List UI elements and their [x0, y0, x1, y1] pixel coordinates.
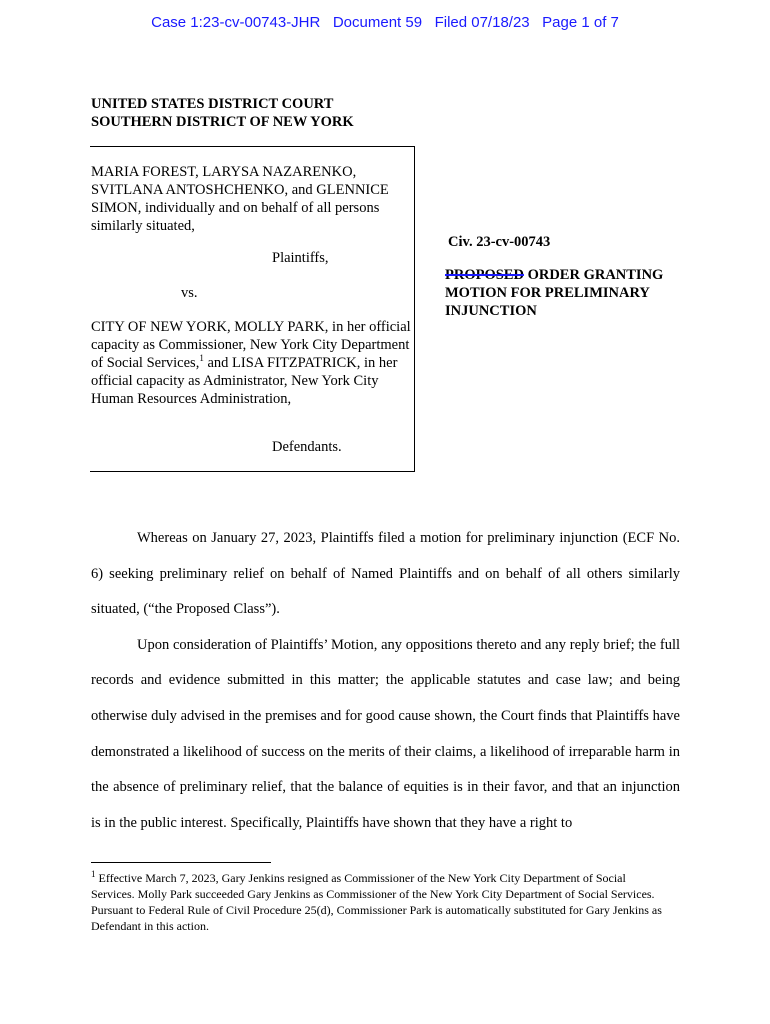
defendants-names-part1: CITY OF NEW YORK, MOLLY PARK, in her official capacity as Commissioner, New York City Department of Social Services, — [91, 319, 411, 371]
ecf-header-stamp: Case 1:23-cv-00743-JHR Document 59 Filed 07/18/23 Page 1 of 7 — [151, 14, 619, 31]
plaintiffs-names: MARIA FOREST, LARYSA NAZARENKO, SVITLANA ANTOSHCHENKO, and GLENNICE SIMON, individually and on behalf of all persons similarly situated, — [91, 164, 389, 234]
defendants-names — [91, 318, 411, 408]
court-name-line2: SOUTHERN DISTRICT OF NEW YORK — [91, 114, 354, 130]
body-paragraph-1: Whereas on January 27, 2023, Plaintiffs filed a motion for preliminary injunction (ECF No. 6) seeking preliminary relief on behalf of Named Plaintiffs and on behalf of all others similarly situated, (“the Proposed Class”). — [91, 530, 680, 618]
footnote-number: 1 — [91, 869, 96, 879]
court-name — [91, 95, 354, 131]
footnote-divider — [91, 862, 271, 863]
footnote-marker: 1 — [199, 353, 204, 364]
body-paragraph-2: Upon consideration of Plaintiffs’ Motion, any oppositions thereto and any reply brief; the full records and evidence submitted in this matter; the applicable statutes and case law; and being otherwise duly advised in the premises and for good cause shown, the Court finds that Plaintiffs have demonstrated a likelihood of success on the merits of their claims, a likelihood of irreparable harm in the absence of preliminary relief, that the balance of equities is in their favor, and that an injunction is in the public interest. Specifically, Plaintiffs have shown that they have a right to — [91, 636, 680, 831]
order-title — [445, 266, 705, 320]
plaintiffs-role: Plaintiffs, — [272, 250, 329, 266]
order-body — [91, 521, 680, 841]
defendants-names-part2: and LISA FITZPATRICK, in her official capacity as Administrator, New York City Human Resources Administration, — [91, 355, 398, 407]
versus-label: vs. — [181, 285, 198, 301]
order-title-rest: ORDER GRANTING MOTION FOR PRELIMINARY INJUNCTION — [445, 267, 664, 319]
court-name-line1: UNITED STATES DISTRICT COURT — [91, 96, 334, 112]
footnote — [91, 870, 671, 934]
case-number: Civ. 23-cv-00743 — [448, 234, 551, 250]
order-title-struck-word: PROPOSED — [445, 267, 524, 283]
defendants-role: Defendants. — [272, 439, 342, 455]
footnote-text: Effective March 7, 2023, Gary Jenkins resigned as Commissioner of the New York City Department of Social Services. Molly Park succeeded Gary Jenkins as Commissioner of the New York City Department of Social Services. Pursuant to Federal Rule of Civil Procedure 25(d), Commissioner Park is automatically substituted for Gary Jenkins as Defendant in this action. — [91, 871, 662, 933]
